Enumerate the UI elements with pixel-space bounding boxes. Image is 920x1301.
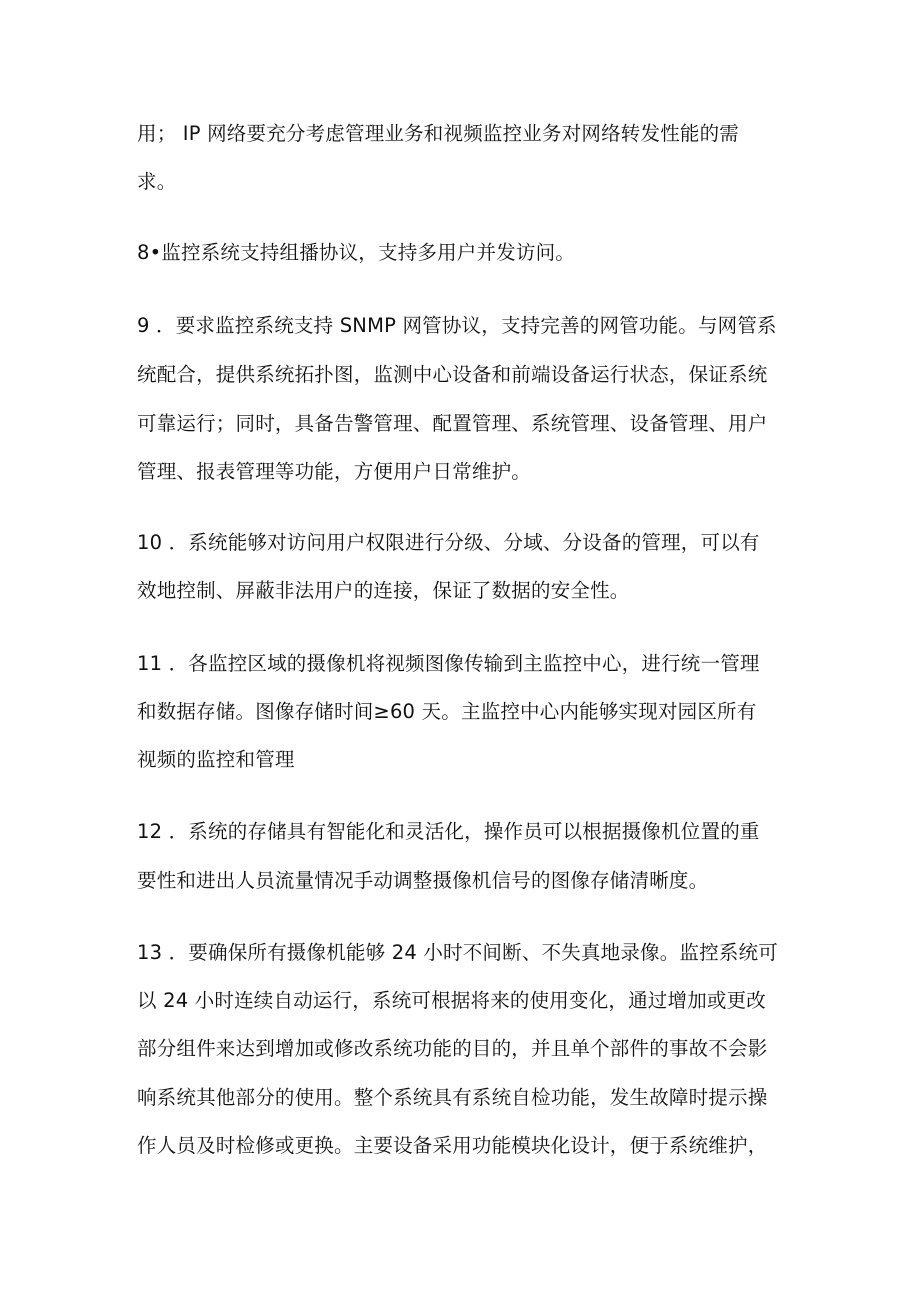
paragraph-line: 12 ．系统的存储具有智能化和灵活化，操作员可以根据摄像机位置的重 [137, 820, 760, 843]
paragraph-line: 作人员及时检修或更换。主要设备采用功能模块化设计，便于系统维护， [137, 1134, 768, 1157]
paragraph-line: 用； IP 网络要充分考虑管理业务和视频监控业务对网络转发性能的需 [137, 122, 740, 145]
paragraph-line: 以 24 小时连续自动运行，系统可根据将来的使用变化，通过增加或更改 [137, 989, 767, 1012]
paragraph-line: 部分组件来达到增加或修改系统功能的目的，并且单个部件的事故不会影 [137, 1037, 768, 1060]
paragraph-line: 管理、报表管理等功能，方便用户日常维护。 [137, 460, 532, 483]
paragraph-line: 9 ．要求监控系统支持 SNMP 网管协议，支持完善的网管功能。与网管系 [137, 314, 777, 337]
paragraph-line: 视频的监控和管理 [137, 748, 295, 771]
paragraph-line: 11 ．各监控区域的摄像机将视频图像传输到主监控中心，进行统一管理 [137, 652, 760, 675]
paragraph-line: 可靠运行；同时，具备告警管理、配置管理、系统管理、设备管理、用户 [137, 412, 768, 435]
paragraph-line: 求。 [137, 170, 177, 193]
paragraph-line: 和数据存储。图像存储时间≥60 天。主监控中心内能够实现对园区所有 [137, 700, 757, 723]
paragraph-line: 效地控制、屏蔽非法用户的连接，保证了数据的安全性。 [137, 579, 630, 602]
paragraph-line: 响系统其他部分的使用。整个系统具有系统自检功能，发生故障时提示操 [137, 1086, 768, 1109]
paragraph-line: 8•监控系统支持组播协议，支持多用户并发访问。 [137, 241, 576, 264]
paragraph-line: 13 ．要确保所有摄像机能够 24 小时不间断、不失真地录像。监控系统可 [137, 941, 778, 964]
paragraph-line: 统配合，提供系统拓扑图，监测中心设备和前端设备运行状态，保证系统 [137, 363, 768, 386]
paragraph-line: 10 ．系统能够对访问用户权限进行分级、分域、分设备的管理，可以有 [137, 531, 760, 554]
paragraph-line: 要性和进出人员流量情况手动调整摄像机信号的图像存储清晰度。 [137, 869, 709, 892]
